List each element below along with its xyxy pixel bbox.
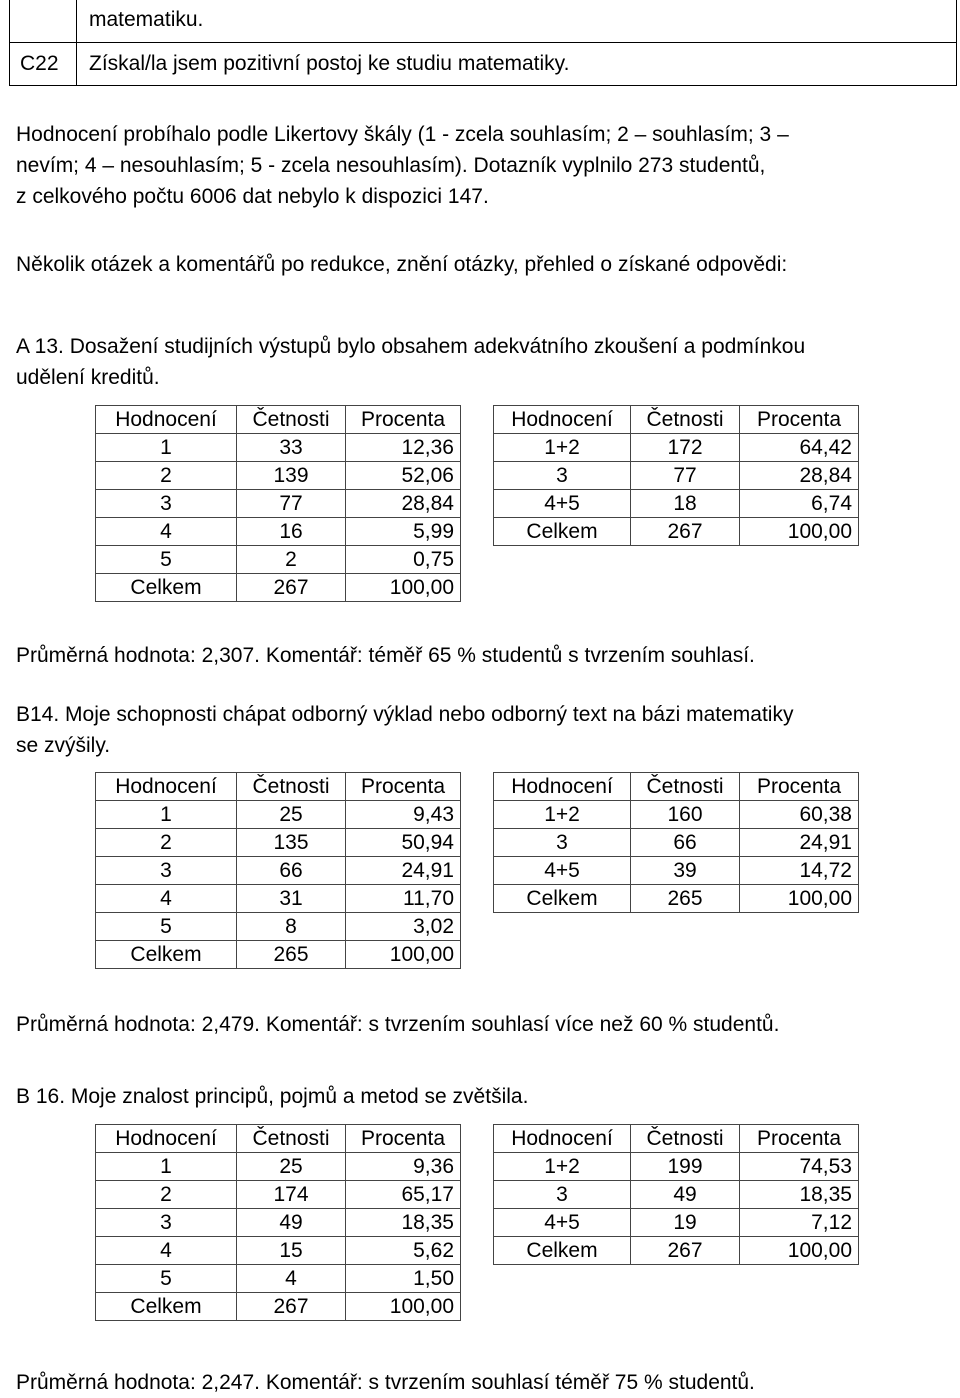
table-cell: 65,17 xyxy=(346,1181,461,1209)
column-header: Procenta xyxy=(740,406,859,434)
table-header-row xyxy=(96,773,461,801)
table-cell: 100,00 xyxy=(740,885,859,913)
table-cell: 4 xyxy=(237,1265,346,1293)
table-row xyxy=(96,490,461,518)
table-row xyxy=(494,857,859,885)
table-row xyxy=(494,829,859,857)
table-header-row xyxy=(494,406,859,434)
table-cell: 3 xyxy=(494,1181,631,1209)
table-cell: 7,12 xyxy=(740,1209,859,1237)
column-header: Hodnocení xyxy=(96,773,237,801)
table-cell: 199 xyxy=(631,1153,740,1181)
table-cell: 100,00 xyxy=(740,1237,859,1265)
table-cell: 267 xyxy=(237,574,346,602)
table-row xyxy=(10,0,957,42)
table-cell: 6,74 xyxy=(740,490,859,518)
grouped-frequency-table xyxy=(493,772,859,913)
table-cell: 4 xyxy=(96,518,237,546)
table-row xyxy=(96,941,461,969)
table-cell: 15 xyxy=(237,1237,346,1265)
table-row xyxy=(494,1153,859,1181)
table-cell: 4 xyxy=(96,885,237,913)
table-cell: 2 xyxy=(96,829,237,857)
column-header: Hodnocení xyxy=(96,1125,237,1153)
table-cell: 100,00 xyxy=(346,941,461,969)
table-cell: 24,91 xyxy=(740,829,859,857)
table-cell: 49 xyxy=(237,1209,346,1237)
table-cell: 1 xyxy=(96,434,237,462)
table-cell: 135 xyxy=(237,829,346,857)
table-cell: 100,00 xyxy=(740,518,859,546)
table-cell: 267 xyxy=(631,518,740,546)
table-cell: 1,50 xyxy=(346,1265,461,1293)
table-cell: 19 xyxy=(631,1209,740,1237)
column-header: Procenta xyxy=(346,406,461,434)
table-cell: 0,75 xyxy=(346,546,461,574)
question-text: A 13. Dosažení studijních výstupů bylo obsahem adekvátního zkoušení a podmínkou xyxy=(16,335,806,358)
table-cell: 18 xyxy=(631,490,740,518)
table-header-row xyxy=(96,406,461,434)
table-cell: 18,35 xyxy=(346,1209,461,1237)
summary-text: Průměrná hodnota: 2,307. Komentář: téměř 65 % studentů s tvrzením souhlasí. xyxy=(16,644,755,667)
table-row xyxy=(96,1209,461,1237)
table-cell: 5 xyxy=(96,546,237,574)
item-code xyxy=(10,0,77,42)
table-cell: 2 xyxy=(96,462,237,490)
table-cell: 267 xyxy=(237,1293,346,1321)
question-text: B 16. Moje znalost principů, pojmů a metod se zvětšila. xyxy=(16,1085,529,1108)
table-cell: 12,36 xyxy=(346,434,461,462)
table-cell: 39 xyxy=(631,857,740,885)
item-text: Získal/la jsem pozitivní postoj ke studiu matematiky. xyxy=(77,42,957,86)
column-header: Četnosti xyxy=(631,1125,740,1153)
table-cell: 9,36 xyxy=(346,1153,461,1181)
table-cell: Celkem xyxy=(494,1237,631,1265)
column-header: Hodnocení xyxy=(494,1125,631,1153)
table-cell: 5,62 xyxy=(346,1237,461,1265)
table-row xyxy=(96,1153,461,1181)
column-header: Četnosti xyxy=(631,773,740,801)
table-cell: 28,84 xyxy=(740,462,859,490)
intro-line: z celkového počtu 6006 dat nebylo k dispozici 147. xyxy=(16,185,489,208)
table-cell: 49 xyxy=(631,1181,740,1209)
table-cell: 100,00 xyxy=(346,1293,461,1321)
table-cell: 5,99 xyxy=(346,518,461,546)
table-row xyxy=(96,1181,461,1209)
item-text: matematiku. xyxy=(77,0,957,42)
intro-line: nevím; 4 – nesouhlasím; 5 - zcela nesouhlasím). Dotazník vyplnilo 273 studentů, xyxy=(16,154,766,177)
column-header: Procenta xyxy=(740,773,859,801)
questionnaire-item-table xyxy=(9,0,957,86)
table-cell: 5 xyxy=(96,913,237,941)
table-cell: 25 xyxy=(237,801,346,829)
table-cell: 66 xyxy=(237,857,346,885)
table-cell: 3 xyxy=(494,829,631,857)
table-row xyxy=(10,42,957,86)
table-cell: 5 xyxy=(96,1265,237,1293)
frequency-table xyxy=(95,405,461,602)
table-row xyxy=(494,1181,859,1209)
table-cell: 60,38 xyxy=(740,801,859,829)
table-row xyxy=(494,434,859,462)
table-cell: 2 xyxy=(237,546,346,574)
grouped-frequency-table xyxy=(493,405,859,546)
table-cell: 4+5 xyxy=(494,1209,631,1237)
table-cell: 33 xyxy=(237,434,346,462)
column-header: Hodnocení xyxy=(494,773,631,801)
table-cell: 267 xyxy=(631,1237,740,1265)
frequency-table xyxy=(95,772,461,969)
table-cell: 172 xyxy=(631,434,740,462)
item-code: C22 xyxy=(10,42,77,86)
table-row xyxy=(494,801,859,829)
table-cell: 52,06 xyxy=(346,462,461,490)
table-cell: 25 xyxy=(237,1153,346,1181)
table-row xyxy=(96,857,461,885)
table-row xyxy=(494,518,859,546)
table-cell: 160 xyxy=(631,801,740,829)
question-text: se zvýšily. xyxy=(16,734,111,757)
table-cell: 28,84 xyxy=(346,490,461,518)
table-cell: 4+5 xyxy=(494,857,631,885)
table-cell: 1 xyxy=(96,801,237,829)
question-text: B14. Moje schopnosti chápat odborný výklad nebo odborný text na bázi matematiky xyxy=(16,703,794,726)
table-row xyxy=(96,518,461,546)
table-cell: 174 xyxy=(237,1181,346,1209)
table-row xyxy=(96,885,461,913)
table-row xyxy=(494,885,859,913)
table-row xyxy=(494,462,859,490)
table-cell: 1+2 xyxy=(494,801,631,829)
table-cell: 4 xyxy=(96,1237,237,1265)
table-row xyxy=(96,434,461,462)
table-cell: 265 xyxy=(237,941,346,969)
table-row xyxy=(96,462,461,490)
table-cell: 139 xyxy=(237,462,346,490)
table-cell: 3,02 xyxy=(346,913,461,941)
table-row xyxy=(96,913,461,941)
table-cell: 77 xyxy=(237,490,346,518)
frequency-table xyxy=(95,1124,461,1321)
table-row xyxy=(494,1237,859,1265)
table-row xyxy=(96,546,461,574)
summary-text: Průměrná hodnota: 2,479. Komentář: s tvrzením souhlasí více než 60 % studentů. xyxy=(16,1013,780,1036)
table-row xyxy=(96,1293,461,1321)
table-cell: 100,00 xyxy=(346,574,461,602)
table-cell: 3 xyxy=(96,1209,237,1237)
table-cell: 4+5 xyxy=(494,490,631,518)
column-header: Četnosti xyxy=(237,773,346,801)
table-row xyxy=(494,490,859,518)
table-cell: 74,53 xyxy=(740,1153,859,1181)
intro-line: Hodnocení probíhalo podle Likertovy škály (1 - zcela souhlasím; 2 – souhlasím; 3 – xyxy=(16,123,789,146)
column-header: Procenta xyxy=(346,1125,461,1153)
intro-line: Několik otázek a komentářů po redukce, znění otázky, přehled o získané odpovědi: xyxy=(16,253,788,276)
table-cell: 24,91 xyxy=(346,857,461,885)
table-cell: 11,70 xyxy=(346,885,461,913)
table-cell: 50,94 xyxy=(346,829,461,857)
table-header-row xyxy=(494,1125,859,1153)
summary-text: Průměrná hodnota: 2,247. Komentář: s tvrzením souhlasí téměř 75 % studentů. xyxy=(16,1371,755,1394)
table-row xyxy=(96,1237,461,1265)
column-header: Četnosti xyxy=(631,406,740,434)
table-cell: 1+2 xyxy=(494,434,631,462)
table-cell: 1+2 xyxy=(494,1153,631,1181)
table-cell: 14,72 xyxy=(740,857,859,885)
table-cell: 66 xyxy=(631,829,740,857)
grouped-frequency-table xyxy=(493,1124,859,1265)
table-cell: Celkem xyxy=(96,574,237,602)
table-cell: 31 xyxy=(237,885,346,913)
table-row xyxy=(96,829,461,857)
column-header: Hodnocení xyxy=(494,406,631,434)
table-cell: 3 xyxy=(96,857,237,885)
table-row xyxy=(494,1209,859,1237)
table-cell: 18,35 xyxy=(740,1181,859,1209)
table-header-row xyxy=(494,773,859,801)
column-header: Procenta xyxy=(740,1125,859,1153)
table-cell: 2 xyxy=(96,1181,237,1209)
table-cell: Celkem xyxy=(96,1293,237,1321)
table-header-row xyxy=(96,1125,461,1153)
table-cell: 77 xyxy=(631,462,740,490)
table-cell: Celkem xyxy=(494,885,631,913)
table-cell: 9,43 xyxy=(346,801,461,829)
table-cell: 3 xyxy=(96,490,237,518)
table-row xyxy=(96,574,461,602)
table-cell: 8 xyxy=(237,913,346,941)
table-cell: 16 xyxy=(237,518,346,546)
table-cell: Celkem xyxy=(96,941,237,969)
column-header: Četnosti xyxy=(237,406,346,434)
column-header: Četnosti xyxy=(237,1125,346,1153)
column-header: Procenta xyxy=(346,773,461,801)
table-row xyxy=(96,1265,461,1293)
table-cell: 1 xyxy=(96,1153,237,1181)
table-cell: 64,42 xyxy=(740,434,859,462)
table-cell: 265 xyxy=(631,885,740,913)
table-cell: 3 xyxy=(494,462,631,490)
question-text: udělení kreditů. xyxy=(16,366,160,389)
column-header: Hodnocení xyxy=(96,406,237,434)
table-row xyxy=(96,801,461,829)
table-cell: Celkem xyxy=(494,518,631,546)
